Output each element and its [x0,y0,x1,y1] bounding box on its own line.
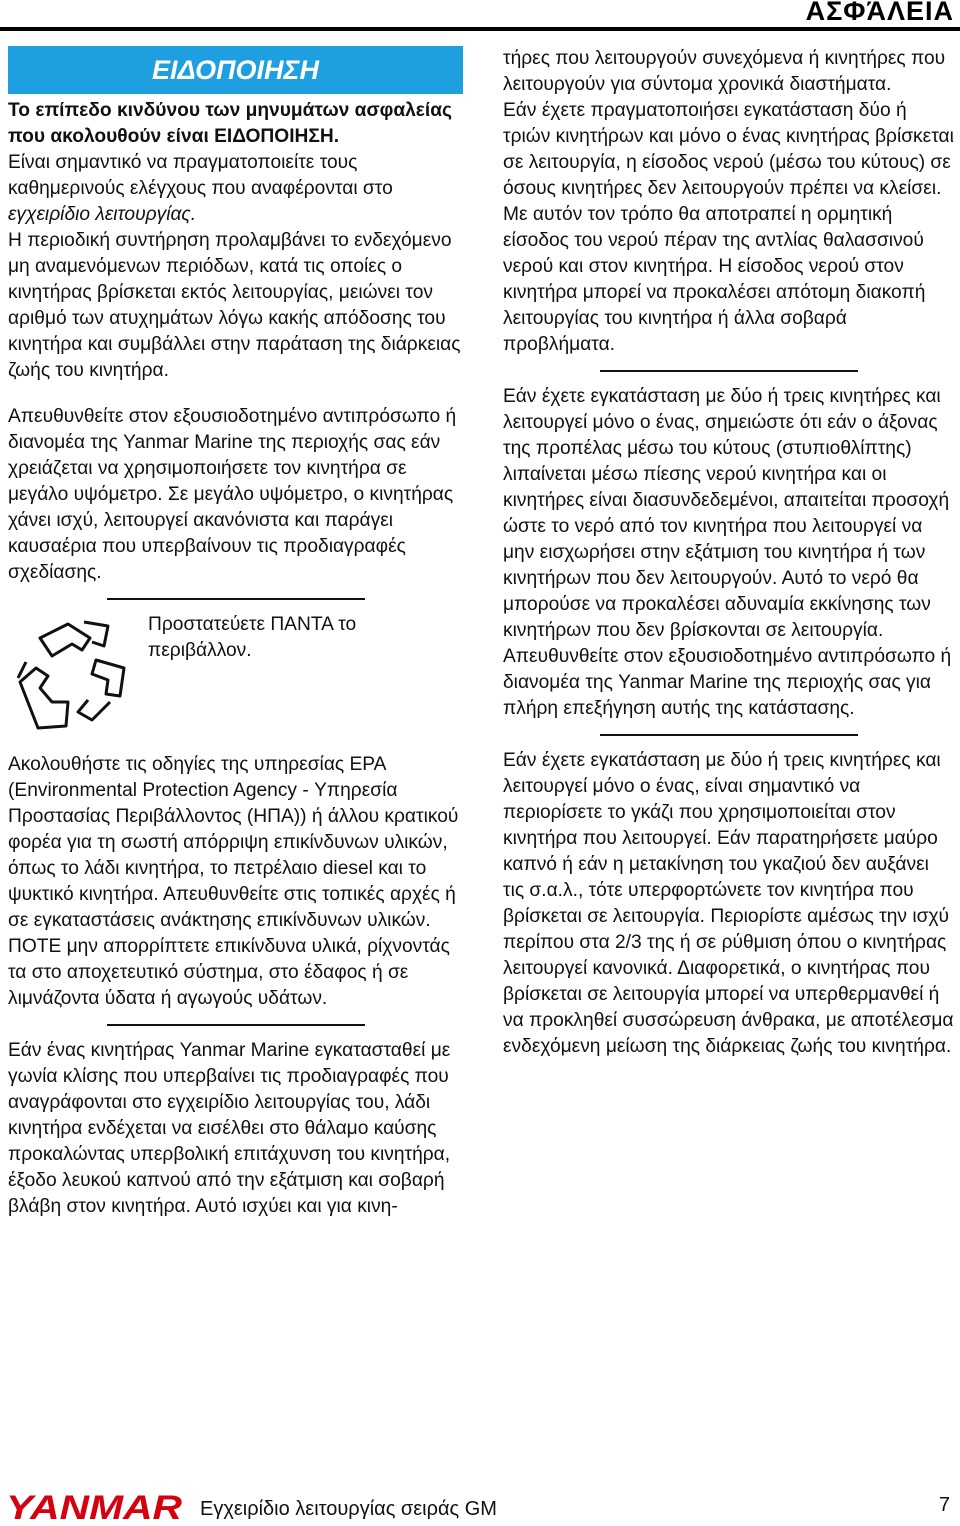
propeller-shaft-text: Εάν έχετε εγκατάσταση με δύο ή τρεις κινητήρες και λειτουργεί μόνο ο ένας, σημειώστε ότι εάν ο άξονας της προπέλας μέσω του κύτους (στυπιοθλίπτης) λιπαίνεται μέσω πίεσης νερού κινητήρα και οι κινητήρες είναι διασυνδεδεμένοι, απαιτείται προσοχή ώστε το νερό από τον κινητήρα που λειτουργεί να μην εισχωρήσει στην εξάτμιση του κινητήρα ή των κινητήρων που δεν λειτουργούν. Αυτό το νερό θα μπορούσε να προκαλέσει αδυναμία εκκίνησης των κινητήρων που δεν βρίσκονται σε λειτουργία. Απευθυνθείτε στον εξουσιοδοτημένο αντιπρόσωπο ή διανομέα της Yanmar Marine της περιοχής σας για πλήρη επεξήγηση αυτής της κατάστασης. [503,386,952,719]
separator [600,734,858,736]
environment-notice [8,612,463,738]
altitude-text: Απευθυνθείτε στον εξουσιοδοτημένο αντιπρόσωπο ή διανομέα της Yanmar Marine της περιοχής σας εάν χρειάζεται να χρησιμοποιήσετε τον κινητήρα σε μεγάλο υψόμετρο. Σε μεγάλο υψόμετρο, ο κινητήρας χάνει ισχύ, λειτουργεί ακανόνιστα και παράγει καυσαέρια που υπερβαίνουν τις προδιαγραφές σχεδίασης. [8,406,457,583]
protect-environment-text: Προστατεύετε ΠΑΝΤΑ το περιβάλλον. [148,614,357,661]
section-title: ΑΣΦΆΛΕΙΑ [805,0,954,26]
tilt-continued-text: τήρες που λειτουργούν συνεχόμενα ή κινητήρες που λειτουργούν για σύντομα χρονικά διαστήματα. [503,48,946,95]
right-column [503,46,955,1060]
separator [107,598,365,600]
yanmar-logo-text: YANMAR [6,1490,183,1524]
left-column [8,46,463,1220]
water-intake-text: Εάν έχετε πραγματοποιήσει εγκατάσταση δύο ή τριών κινητήρων και μόνο ο ένας κινητήρας βρίσκεται σε λειτουργία, η είσοδος νερού (μέσω του κύτους) σε όσους κινητήρες δεν λειτουργούν πρέπει να κλείσει. Με αυτόν τον τρόπο θα αποτραπεί η ορμητική είσοδος του νερού πέραν της αντλίας θαλασσινού νερού και στον κινητήρα. Η είσοδος νερού στον κινητήρα μπορεί να προκαλέσει απότομη διακοπή λειτουργίας του κινητήρα ή άλλα σοβαρά προβλήματα. [503,100,954,355]
manual-title: Εγχειρίδιο λειτουργίας σειράς GM [200,1498,497,1520]
throttle-text: Εάν έχετε εγκατάσταση με δύο ή τρεις κινητήρες και λειτουργεί μόνο ο ένας, είναι σημαντικό να περιορίσετε το γκάζι που χρησιμοποιείται στον κινητήρα που λειτουργεί. Εάν παρατηρήσετε μαύρο καπνό ή εάν η μετακίνηση του γκαζιού δεν αυξάνει τις σ.α.λ., τότε υπερφορτώνετε τον κινητήρα που βρίσκεται σε λειτουργία. Περιορίστε αμέσως την ισχύ περίπου στα 2/3 της ή σε ρύθμιση όπου ο κινητήρας λειτουργεί κανονικά. Διαφορετικά, ο κινητήρας που βρίσκεται σε λειτουργία μπορεί να υπερθερμανθεί ή να προκληθεί συσσώρευση άνθρακα, με αποτέλεσμα ενδεχόμενη μείωση της διάρκειας ζωής του κινητήρα. [503,750,954,1057]
warning-level-text: Το επίπεδο κινδύνου των μηνυμάτων ασφαλείας που ακολουθούν είναι ΕΙΔΟΠΟΙΗΣΗ. [8,100,452,147]
page-number: 7 [938,1494,950,1516]
maintenance-text: Η περιοδική συντήρηση προλαμβάνει το ενδεχόμενο μη αναμενόμενων περιόδων, κατά τις οποίες ο κινητήρας βρίσκεται εκτός λειτουργίας, μειώνει τον αριθμό των ατυχημάτων λόγω κακής απόδοσης του κινητήρα και συμβάλλει στην παράταση της διάρκειας ζωής του κινητήρα. [8,230,461,381]
recycle-icon [12,616,132,738]
daily-checks-start: Είναι σημαντικό να πραγματοποιείτε τους καθημερινούς ελέγχους που αναφέρονται στο [8,152,393,199]
separator [107,1024,365,1026]
daily-checks-text [8,150,463,228]
never-dispose-text: ΠΟΤΕ μην απορρίπτετε επικίνδυνα υλικά, ρίχνοντάς τα στο αποχετευτικό σύστημα, στο έδαφος ή σε λιμνάζοντα ύδατα ή αγωγούς υδάτων. [8,936,450,1009]
header-rule [0,27,960,31]
epa-text: Ακολουθήστε τις οδηγίες της υπηρεσίας EPA (Environmental Protection Agency - Υπηρεσία Προστασίας Περιβάλλοντος (ΗΠΑ)) ή άλλου κρατικού φορέα για τη σωστή απόρριψη επικίνδυνων υλικών, όπως το λάδι κινητήρα, το πετρέλαιο diesel και το ψυκτικό κινητήρα. Απευθυνθείτε στις τοπικές αρχές ή σε εγκαταστάσεις ανάκτησης επικίνδυνων υλικών. [8,754,459,931]
warning-banner: ΕΙΔΟΠΟΙΗΣΗ [8,46,463,94]
yanmar-logo [6,1490,186,1524]
separator [600,370,858,372]
tilt-angle-text: Εάν ένας κινητήρας Yanmar Marine εγκατασταθεί με γωνία κλίσης που υπερβαίνει τις προδιαγραφές που αναγράφονται στο εγχειρίδιο λειτουργίας του, λάδι κινητήρα ενδέχεται να εισέλθει στο θάλαμο καύσης προκαλώντας υπερβολική επιτάχυνση του κινητήρα, έξοδο λευκού καπνού από την εξάτμιση και σοβαρή βλάβη στον κινητήρα. Αυτό ισχύει και για κινη- [8,1040,451,1217]
manual-reference: εγχειρίδιο λειτουργίας. [8,204,197,225]
